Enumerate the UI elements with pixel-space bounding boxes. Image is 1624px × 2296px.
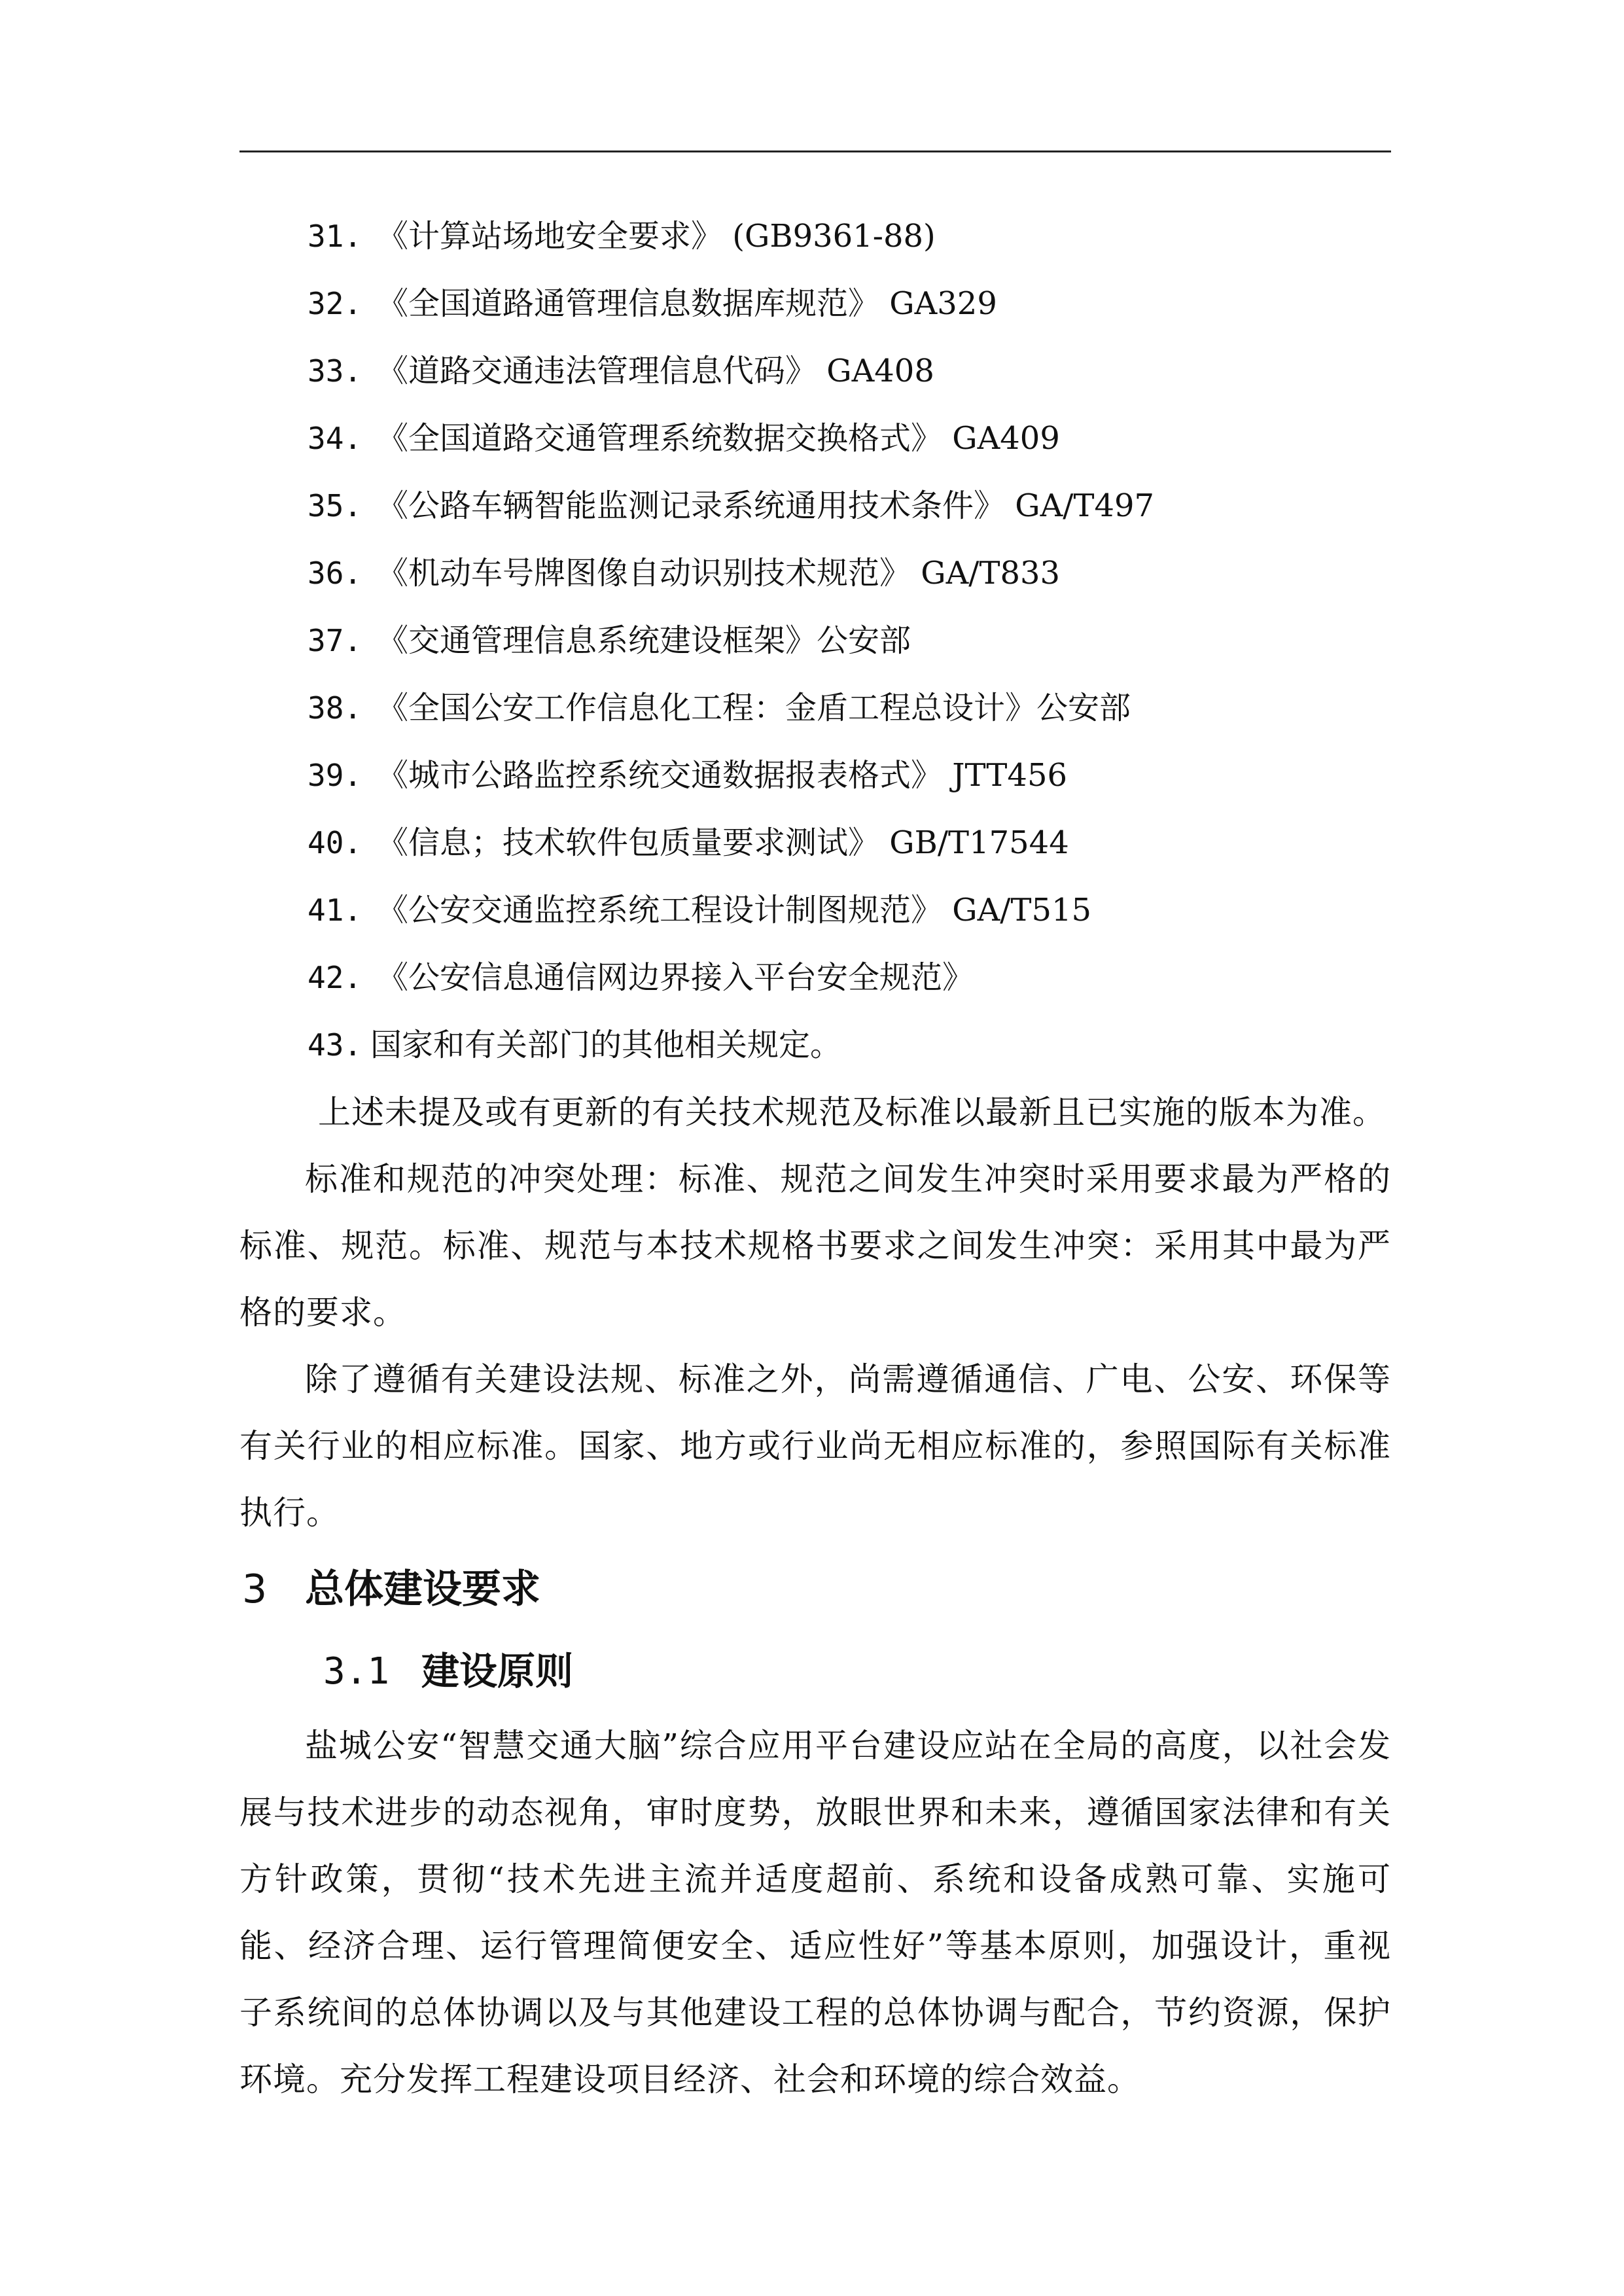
reference-list: [239, 203, 1391, 1079]
list-item-text: 《计算站场地安全要求》 (GB9361-88): [377, 218, 936, 255]
list-item: [239, 675, 1391, 742]
section-number: 3: [242, 1566, 268, 1612]
section-heading: [239, 1549, 1391, 1631]
list-item-number: 43.: [308, 1027, 362, 1063]
list-item: [239, 607, 1391, 675]
list-item-number: 41.: [308, 892, 362, 928]
list-item-number: 31.: [308, 219, 362, 254]
list-item-number: 35.: [308, 488, 362, 523]
list-item-text: 《公路车辆智能监测记录系统通用技术条件》 GA/T497: [377, 487, 1155, 524]
list-item-text: 《道路交通违法管理信息代码》 GA408: [377, 353, 934, 389]
subsection-title: 建设原则: [421, 1649, 574, 1693]
document-body: [239, 203, 1391, 2113]
list-item-text: 《机动车号牌图像自动识别技术规范》 GA/T833: [377, 555, 1061, 592]
industry-standards-paragraph: 除了遵循有关建设法规、标准之外，尚需遵循通信、广电、公安、环保等有关行业的相应标准。国家、地方或行业尚无相应标准的，参照国际有关标准执行。: [239, 1360, 1391, 1532]
subsection-number: 3.1: [323, 1650, 390, 1693]
list-item-text: 《公安信息通信网边界接入平台安全规范》: [377, 959, 974, 996]
construction-principles-paragraph: 盐城公安“智慧交通大脑”综合应用平台建设应站在全局的高度，以社会发展与技术进步的动态视角，审时度势，放眼世界和未来，遵循国家法律和有关方针政策，贯彻“技术先进主流并适度超前、系统和设备成熟可靠、实施可能、经济合理、运行管理简便安全、适应性好”等基本原则，加强设计，重视子系统间的总体协调以及与其他建设工程的总体协调与配合，节约资源，保护环境。充分发挥工程建设项目经济、社会和环境的综合效益。: [239, 1727, 1391, 2098]
list-item-text: 《全国道路通管理信息数据库规范》 GA329: [377, 285, 997, 322]
list-item-number: 36.: [308, 556, 362, 591]
list-item: [239, 742, 1391, 809]
header-rule: [239, 150, 1391, 152]
list-item: [239, 944, 1391, 1012]
list-item: [239, 338, 1391, 405]
section-title: 总体建设要求: [305, 1566, 540, 1612]
list-item-number: 38.: [308, 690, 362, 726]
list-item: [239, 1012, 1391, 1079]
list-item: [239, 809, 1391, 877]
list-item-number: 40.: [308, 825, 362, 860]
list-item-number: 37.: [308, 623, 362, 658]
list-item-number: 33.: [308, 353, 362, 389]
subsection-heading: [239, 1631, 1391, 1712]
list-item-text: 《全国道路交通管理系统数据交换格式》 GA409: [377, 420, 1060, 457]
conflict-handling-paragraph: 标准和规范的冲突处理：标准、规范之间发生冲突时采用要求最为严格的标准、规范。标准、规范与本技术规格书要求之间发生冲突：采用其中最为严格的要求。: [239, 1160, 1391, 1332]
list-item-text: 《公安交通监控系统工程设计制图规范》 GA/T515: [377, 892, 1092, 928]
list-item-number: 34.: [308, 421, 362, 456]
list-item-text: 《信息；技术软件包质量要求测试》 GB/T17544: [377, 824, 1069, 861]
list-item: [239, 472, 1391, 540]
list-item: [239, 203, 1391, 270]
list-item: [239, 270, 1391, 338]
version-note-paragraph: 上述未提及或有更新的有关技术规范及标准以最新且已实施的版本为准。: [318, 1093, 1386, 1131]
list-item: [239, 540, 1391, 607]
list-item-text: 国家和有关部门的其他相关规定。: [370, 1027, 842, 1063]
list-item: [239, 405, 1391, 472]
list-item-text: 《交通管理信息系统建设框架》公安部: [377, 622, 911, 659]
list-item-number: 42.: [308, 960, 362, 995]
list-item-text: 《城市公路监控系统交通数据报表格式》 JTT456: [377, 757, 1068, 794]
list-item-text: 《全国公安工作信息化工程：金盾工程总设计》公安部: [377, 690, 1131, 726]
list-item-number: 39.: [308, 758, 362, 793]
list-item-number: 32.: [308, 286, 362, 321]
list-item: [239, 877, 1391, 944]
